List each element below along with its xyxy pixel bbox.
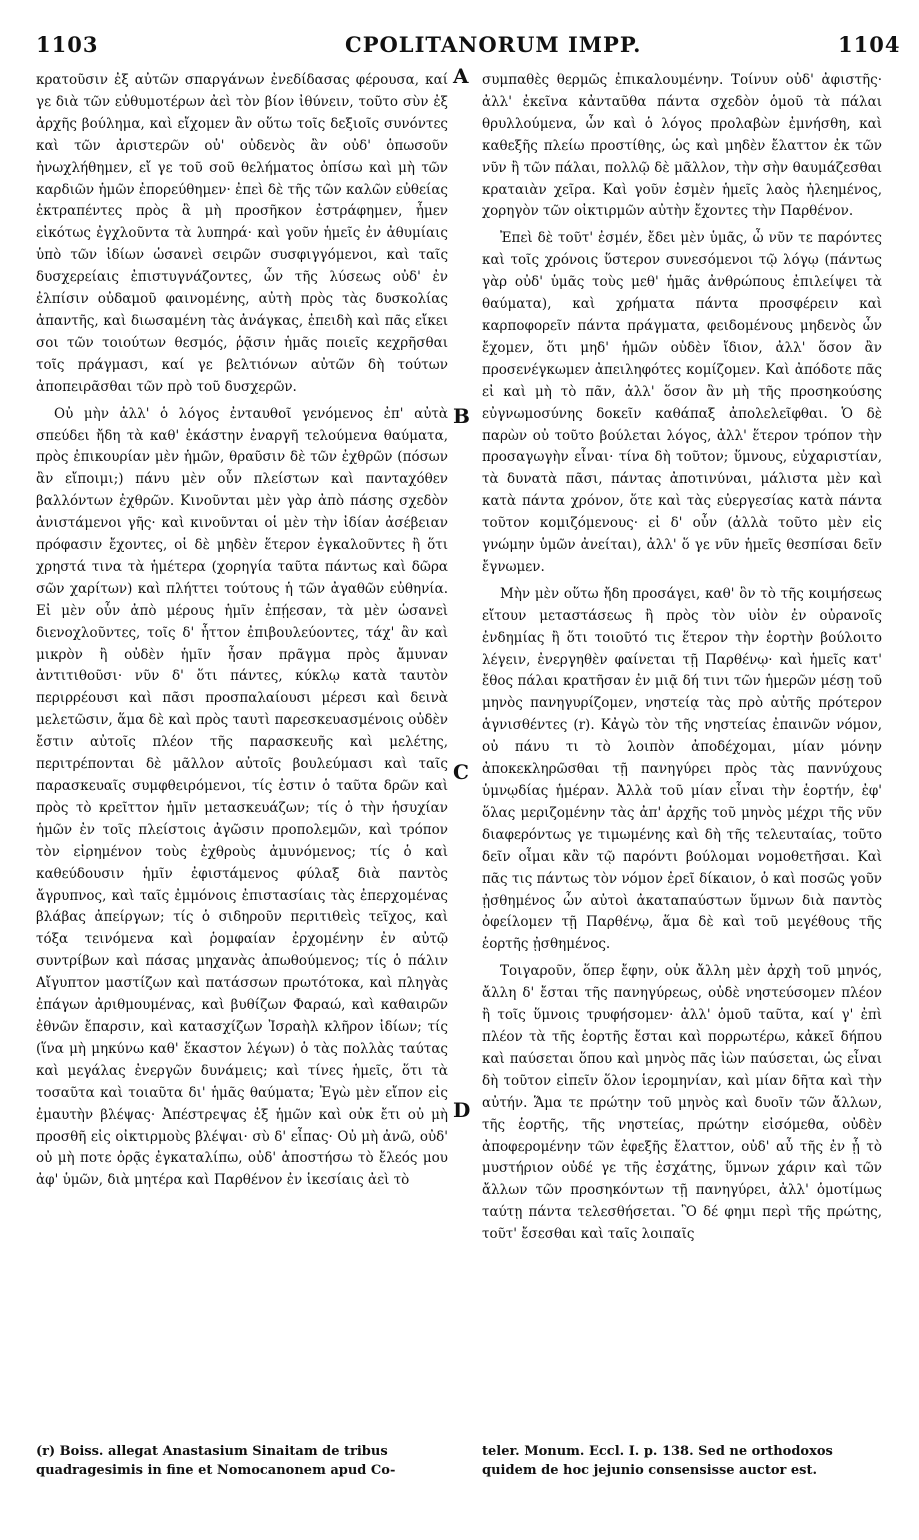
running-header: [0, 0, 919, 70]
paragraph: Ἐπεὶ δὲ τοῦτ' ἐσμέν, ἔδει μὲν ὑμᾶς, ὦ νῦν τε παρόντες καὶ τοῖς χρόνοις ὕστερον συνεσόμενοι τῷ λόγῳ (πάντως γὰρ οὐδ' ὑμᾶς τοὺς μεθ' ἡμᾶς ἀνθρώπους ἐπιλείψει τὰ θαύματα), καὶ χρήματα πάντα προσφέρειν καὶ καρποφορεῖν πάντα πράγματα, φειδομένους μηδενὸς ὧν ἔχομεν, ὅτι μηδ' ἡμῶν οὐδὲν ἴδιον, ἀλλ' ὅσον ἂν προσενέγκωμεν ἀπειληφότες κομίζομεν. Καὶ ἀπόδοτε πᾶς εἰ καὶ μὴ τὸ πᾶν, ἀλλ' ὅσον ἂν μὴ τῆς προσηκούσης εὐγνωμοσύνης δοκεῖν καθάπαξ ἀπολελεῖφθαι. Ὁ δὲ παρὼν οὐ τοῦτο βούλεται λόγος, ἀλλ' ἕτερον τρόπον τὴν προσαγωγὴν εἶναι· τίνα δὴ τοῦτον; ὕμνους, εὐχαριστίαν, τὰ δυνατὰ πᾶσι, πάντας ἀποτινύναι, μάλιστα μὲν καὶ κατὰ πάντα χρόνον, ὅτε καὶ τὰς εὐεργεσίας κατὰ πάντα τοῦτον κομιζόμενους· εἰ δ' οὖν (ἀλλὰ τοῦτο μὲν εἰς γνώμην ὑμῶν ἀνείται), ἀλλ' ὅ γε νῦν ἡμεῖς θεσπίσαι δεῖν ἔγνωμεν.: [482, 230, 882, 575]
left-column: [36, 70, 448, 1440]
paragraph: Τοιγαροῦν, ὅπερ ἔφην, οὐκ ἄλλη μὲν ἀρχὴ τοῦ μηνός, ἄλλη δ' ἔσται τῆς πανηγύρεως, οὐδὲ νηστεύσομεν πλέον ἢ τοῖς ὕμνοις τρυφήσομεν· ἀλλ' ὁμοῦ ταῦτα, καί γ' ἐπὶ πλέον τὰ τῆς ἑορτῆς ἔσται καὶ πορρωτέρω, κἀκεῖ δήπου καὶ παύσεται ὅπου καὶ μηνὸς πᾶς ἰὼν παύσεται, ὡς εἶναι δὴ τοῦτον εἰπεῖν ὅλον ἱερομηνίαν, καὶ μίαν δῆτα καὶ τὴν αὐτήν. Ἅμα τε πρώτην τοῦ μηνὸς καὶ δυοῖν τῶν ἄλλων, τῆς ἑορτῆς, τῆς νηστείας, πρώτην εἰσόμεθα, οὐδὲν ἀποφερομένην τῶν ἐφεξῆς ἔλαττον, οὐδ' αὖ τῆς ἐν ᾗ τὸ μυστήριον οὐδέ γε τῆς ἐσχάτης, ὕμνων χάριν καὶ τῶν ἄλλων τῶν προσηκόντων τῇ πανηγύρει, ἀλλ' ὁμοτίμως ταύτῃ πάντα τελεσθήσεται. Ὃ δέ φημι περὶ τῆς πρώτης, τοῦτ' ἔσεσθαι καὶ ταῖς λοιπαῖς: [482, 963, 882, 1243]
section-marker-a: A: [453, 64, 469, 88]
footnote-left: (r) Boiss. allegat Anastasium Sinaitam de tribus quadragesimis in fine et Nomocanonem apud Co-: [36, 1444, 396, 1478]
page-number-left: 1103: [36, 32, 99, 57]
paragraph: Μὴν μὲν οὕτω ἤδη προσάγει, καθ' ὃν τὸ τῆς κοιμήσεως εἴτουν μεταστάσεως ἢ πρὸς τὸν υἱὸν ἐν οὐρανοῖς ἐνδημίας ἢ ὅτι τοιοῦτό τις ἕτερον τὴν ἑορτὴν βούλοιτο λέγειν, ἐνεργηθὲν φαίνεται τῇ Παρθένῳ· καὶ ἡμεῖς κατ' ἔθος πάλαι κρατῆσαν ἐν μιᾷ δή τινι τῶν ἡμερῶν μέσῃ τοῦ μηνὸς πανηγυρίζομεν, νηστείᾳ τὰς πρὸ αὐτῆς πρότερον ἁγνισθέντες (r). Κἀγὼ τὸν τῆς νηστείας ἐπαινῶν νόμον, οὐ πάνυ τι τὸ λοιπὸν ἀποδέχομαι, μίαν μόνην ἀποκεκληρῶσθαι τῇ πανηγύρει πρὸς τὰς παννύχους ὑμνῳδίας ἡμέραν. Ἀλλὰ τοῦ μίαν εἶναι τὴν ἑορτήν, ἐφ' ὅλας μεριζομένην τὰς ἀπ' ἀρχῆς τοῦ μηνὸς μέχρι τῆς νῦν διαφερόντως γε τιμωμένης καὶ δὴ τῆς τελευταίας, τοῦτο δεῖν οἶμαι κἂν τῷ παρόντι βούλομαι νομοθετῆσαι. Καὶ πᾶς τις πάντως τὸν νόμον ἐρεῖ δίκαιον, ὁ καὶ ποσῶς γοῦν ᾐσθημένος ὧν αὐτοὶ ἀκαταπαύστων ὕμνων διὰ παντὸς ὀφείλομεν τῇ Παρθένῳ, ἅμα δὲ καὶ τοῦ μεγέθους τῆς ἑορτῆς ᾐσθημένος.: [482, 585, 882, 953]
page-number-right: 1104: [838, 32, 901, 57]
paragraph: συμπαθὲς θερμῶς ἐπικαλουμένην. Τοίνυν οὐδ' ἀφιστῆς· ἀλλ' ἐκεῖνα κἀνταῦθα πάντα σχεδὸν ὁμοῦ τὰ πάλαι θρυλλούμενα, ὧν καὶ ὁ λόγος προλαβὼν ἐμνήσθη, καὶ καθεξῆς πλείω προστίθης, ὡς καὶ μηδὲν ἔλαττον ἐκ τῶν νῦν ἢ τῶν πάλαι, πολλῷ δὲ μᾶλλον, τὴν σὴν θαυμάζεσθαι κραταιὰν χεῖρα. Καὶ γοῦν ἐσμὲν ἡμεῖς λαὸς ἠλεημένος, χορηγὸν τῶν οἰκτιρμῶν αὐτὴν ἔχοντες τὴν Παρθένον.: [482, 72, 882, 220]
footnote-right: teler. Monum. Eccl. I. p. 138. Sed ne orthodoxos quidem de hoc jejunio consensisse auctor est.: [482, 1444, 833, 1478]
section-marker-c: C: [453, 760, 469, 784]
paragraph: Οὐ μὴν ἀλλ' ὁ λόγος ἐνταυθοῖ γενόμενος ἐπ' αὐτὰ σπεύδει ἤδη τὰ καθ' ἑκάστην ἐναργῆ τελούμενα θαύματα, πρὸς ἐπικουρίαν μὲν ἡμῶν, θραῦσιν δὲ τῶν ἐχθρῶν (πόσων ἂν εἴποιμι;) πάνυ μὲν οὖν πλείστων καὶ πανταχόθεν βαλλόντων ἐχθρῶν. Κινοῦνται μὲν γὰρ ἀπὸ πάσης σχεδὸν ἀνιστάμενοι γῆς· καὶ κινοῦνται οἱ μὲν τὴν ἰδίαν ἀσέβειαν πρόφασιν ἔχοντες, οἱ δὲ μηδὲν ἕτερον ἐγκαλοῦντες ἢ ὅτι χρηστά τινα τὰ ἡμέτερα (χορηγία ταῦτα πάντως καὶ δῶρα σῶν χαρίτων) καὶ πλήττει τούτους ἡ τῶν ἀγαθῶν εὐθηνία. Εἰ μὲν οὖν ἀπὸ μέρους ἡμῖν ἐπῄεσαν, τὰ μὲν ὡσανεὶ διενοχλοῦντες, τοῖς δ' ἧττον ἐπιβουλεύοντες, τάχ' ἂν καὶ μικρὸν ἢ οὐδὲν ἡμῖν ἦσαν πρᾶγμα πρὸς ἄμυναν ἀντιτιθοῦσι· νῦν δ' ὅτι πάντες, κύκλῳ κατὰ ταυτὸν περιρρέουσι καὶ πᾶσι προσπαλαίουσι μέρεσι καὶ δεινὰ μελετῶσιν, ἅμα δὲ καὶ πρὸς ταυτὶ παρεσκευασμένοις οὐδὲν ἔστιν αὐτοῖς πλέον τῆς παρασκευῆς καὶ μελέτης, περιτρέπονται δὲ μᾶλλον αὐτοῖς βουλεύμασι καὶ ταῖς παρασκευαῖς συμφθειρόμενοι, τίς ἐστιν ὁ ταῦτα δρῶν καὶ πρὸς τὸ κρεῖττον ἡμῖν μετασκευάζων; τίς ὁ τὴν ἡσυχίαν ἡμῶν ἐν τοῖς πλείστοις ἀγῶσιν προπολεμῶν, καὶ τρόπον τὸν εἰρημένον τοὺς ἐχθροὺς ἀμυνόμενος; τίς ὁ καὶ καθεύδουσιν ἡμῖν ἐφιστάμενος φύλαξ διὰ παντὸς ἄγρυπνος, καὶ ταῖς ἐμμόνοις ἐπιστασίαις τὰς ἐπερχομένας βλάβας ἀπείργων; τίς ὁ σιδηροῦν περιτιθεὶς τεῖχος, καὶ τόξα τεινόμενα καὶ ῥομφαίαν ἐρχομένην ἐν αὐτῷ συντρίβων καὶ πάσας μηχανὰς ἀπωθούμενος; τίς ὁ πάλιν Αἴγυπτον μαστίζων καὶ πατάσσων πρωτότοκα, καὶ πληγὰς ἐπάγων ἀριθμουμένας, καὶ βυθίζων Φαραώ, καὶ καθαιρῶν ἐθνῶν ἔπαρσιν, καὶ κατασχίζων Ἰσραὴλ κλῆρον ἰδίων; τίς (ἵνα μὴ μηκύνω καθ' ἕκαστον λέγων) ὁ τὰς πολλὰς ταύτας καὶ μεγάλας ἐνεργῶν δυνάμεις; καὶ τίνες ἡμεῖς, ὅτι τὰ τοσαῦτα καὶ τοιαῦτα δι' ἡμᾶς θαύματα; Ἐγὼ μὲν εἴπον εἰς ἐμαυτὴν βλέψας· Ἀπέστρεψας ἐξ ἡμῶν καὶ οὐκ ἔτι οὐ μὴ προσθῆ εἰς οἰκτιρμοὺς βλέψαι· σὺ δ' εἶπας· Οὐ μὴ ἀνῶ, οὐδ' οὐ μὴ ποτε ὀρᾷς ἐγκαταλίπω, οὐδ' ἀποστήσω τὸ ἔλεός μου ἀφ' ὑμῶν, διὰ μητέρα καὶ Παρθένον ἐν ἱκεσίαις ἀεὶ τὸ: [36, 405, 448, 1189]
paragraph: κρατοῦσιν ἐξ αὐτῶν σπαργάνων ἐνεδίδασας φέρουσα, καί γε διὰ τῶν εὐθυμοτέρων ἀεὶ τὸν βίον ἰθύνειν, τοῦτο σὺν ἐξ ἀρχῆς βούλημα, καὶ εἴχομεν ἂν οὕτω τοῖς δεξιοῖς συνόντες καὶ τῶν ἀριστερῶν οὐ' οὐδενὸς ἂν οὐδ' ὁπωσοῦν ἠνωχλήθημεν, εἴ γε τοῦ σοῦ θελήματος ὀπίσω καὶ μὴ τῶν καρδιῶν ἡμῶν ἐπορεύθημεν· ἐπεὶ δὲ τῆς τῶν καλῶν εὐθείας ἐκτραπέντες πρὸς ἃ μὴ προσῆκον ἐστράφημεν, ἦμεν εἰκότως ἐγχλοῦντα τὰ λυπηρά· καὶ γοῦν ἡμεῖς ἐν ἀθυμίαις ὑπὸ τῶν ἰδίων ὡσανεὶ σειρῶν συσφιγγόμενοι, καὶ ταῖς δυσχερείαις ἐπιστυγνάζοντες, ὧν τῆς λύσεως οὐδ' ἐν ἐλπίσιν οὐδαμοῦ φαινομένης, αὐτὴ πρὸς τὰς δυσκολίας ἀπαντῆς, καὶ διωσαμένη τὰς ἀνάγκας, ἐπειδὴ καὶ πᾶς εἴκει σοι τῶν τοιούτων θεσμός, ῥᾷσιν ἡμᾶς ποιεῖς κεχρῆσθαι τοῖς πράγμασι, καί γε βελτιόνων αὐτῶν δὴ τούτων ἀποπειρᾶσθαι τῶν πρὸ τοῦ δυσχερῶν.: [36, 72, 448, 395]
section-marker-b: B: [453, 404, 470, 428]
running-title: CPOLITANORUM IMPP.: [345, 32, 642, 57]
right-column: [482, 70, 882, 1440]
section-marker-d: D: [453, 1098, 471, 1122]
